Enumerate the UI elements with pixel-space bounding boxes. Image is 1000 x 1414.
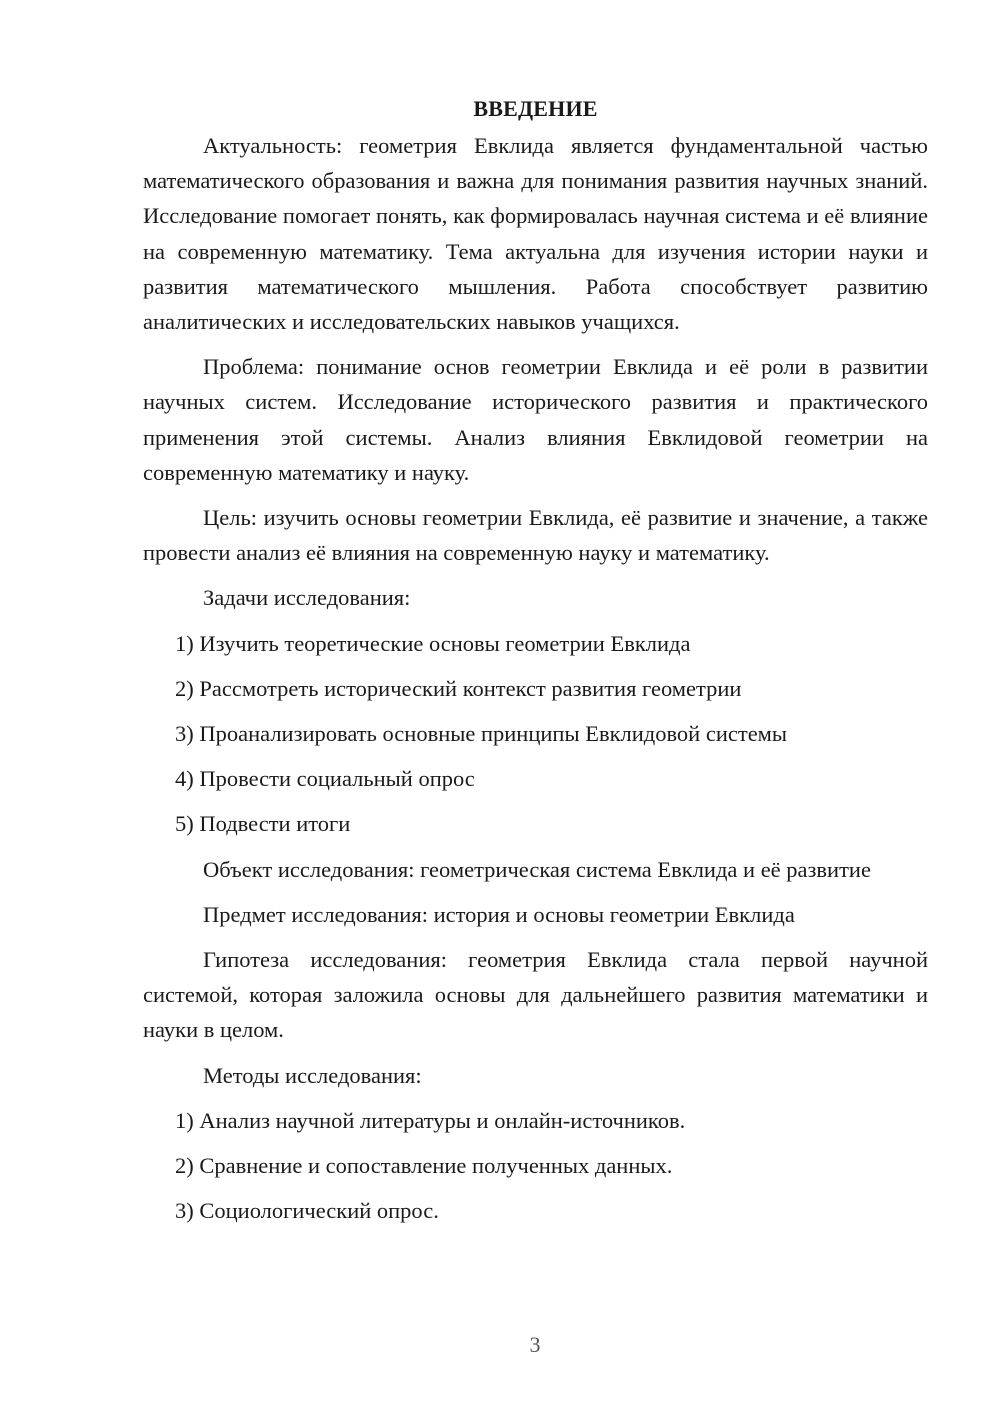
list-item: 3) Социологический опрос.: [175, 1198, 439, 1224]
list-item: 1) Анализ научной литературы и онлайн-источников.: [175, 1107, 686, 1133]
problem-paragraph: Проблема: понимание основ геометрии Евклида и её роли в развитии научных систем. Исследование исторического развития и практического применения этой системы. Анализ влияния Евклидовой геометрии на современную математику и науку.: [143, 354, 928, 485]
list-item: 4) Провести социальный опрос: [175, 766, 475, 792]
list-item: 1) Изучить теоретические основы геометрии Евклида: [175, 630, 691, 656]
tasks-list: [143, 626, 928, 842]
list-item: 3) Проанализировать основные принципы Евклидовой системы: [175, 721, 788, 747]
list-item: 5) Подвести итоги: [175, 811, 351, 837]
methods-list: [143, 1103, 928, 1229]
document-title: ВВЕДЕНИЕ: [473, 96, 598, 121]
tasks-heading: Задачи исследования:: [203, 585, 411, 611]
page-number: 3: [529, 1332, 541, 1357]
relevance-paragraph: Актуальность: геометрия Евклида является фундаментальной частью математического образования и важна для понимания развития научных знаний. Исследование помогает понять, как формировалась научная система и её влияние на современную математику. Тема актуальна для изучения истории науки и развития математического мышления. Работа способствует развитию аналитических и исследовательских навыков учащихся.: [143, 133, 928, 335]
document-page: [143, 94, 928, 1238]
list-item: 2) Рассмотреть исторический контекст развития геометрии: [175, 675, 742, 701]
list-item: 2) Сравнение и сопоставление полученных данных.: [175, 1153, 673, 1179]
goal-paragraph: Цель: изучить основы геометрии Евклида, её развитие и значение, а также провести анализ её влияния на современную науку и математику.: [143, 505, 928, 566]
hypothesis-paragraph: Гипотеза исследования: геометрия Евклида стала первой научной системой, которая заложила основы для дальнейшего развития математики и науки в целом.: [143, 947, 928, 1043]
object-paragraph: Объект исследования: геометрическая система Евклида и её развитие: [203, 856, 871, 882]
methods-heading: Методы исследования:: [203, 1062, 422, 1088]
subject-paragraph: Предмет исследования: история и основы геометрии Евклида: [203, 901, 795, 927]
